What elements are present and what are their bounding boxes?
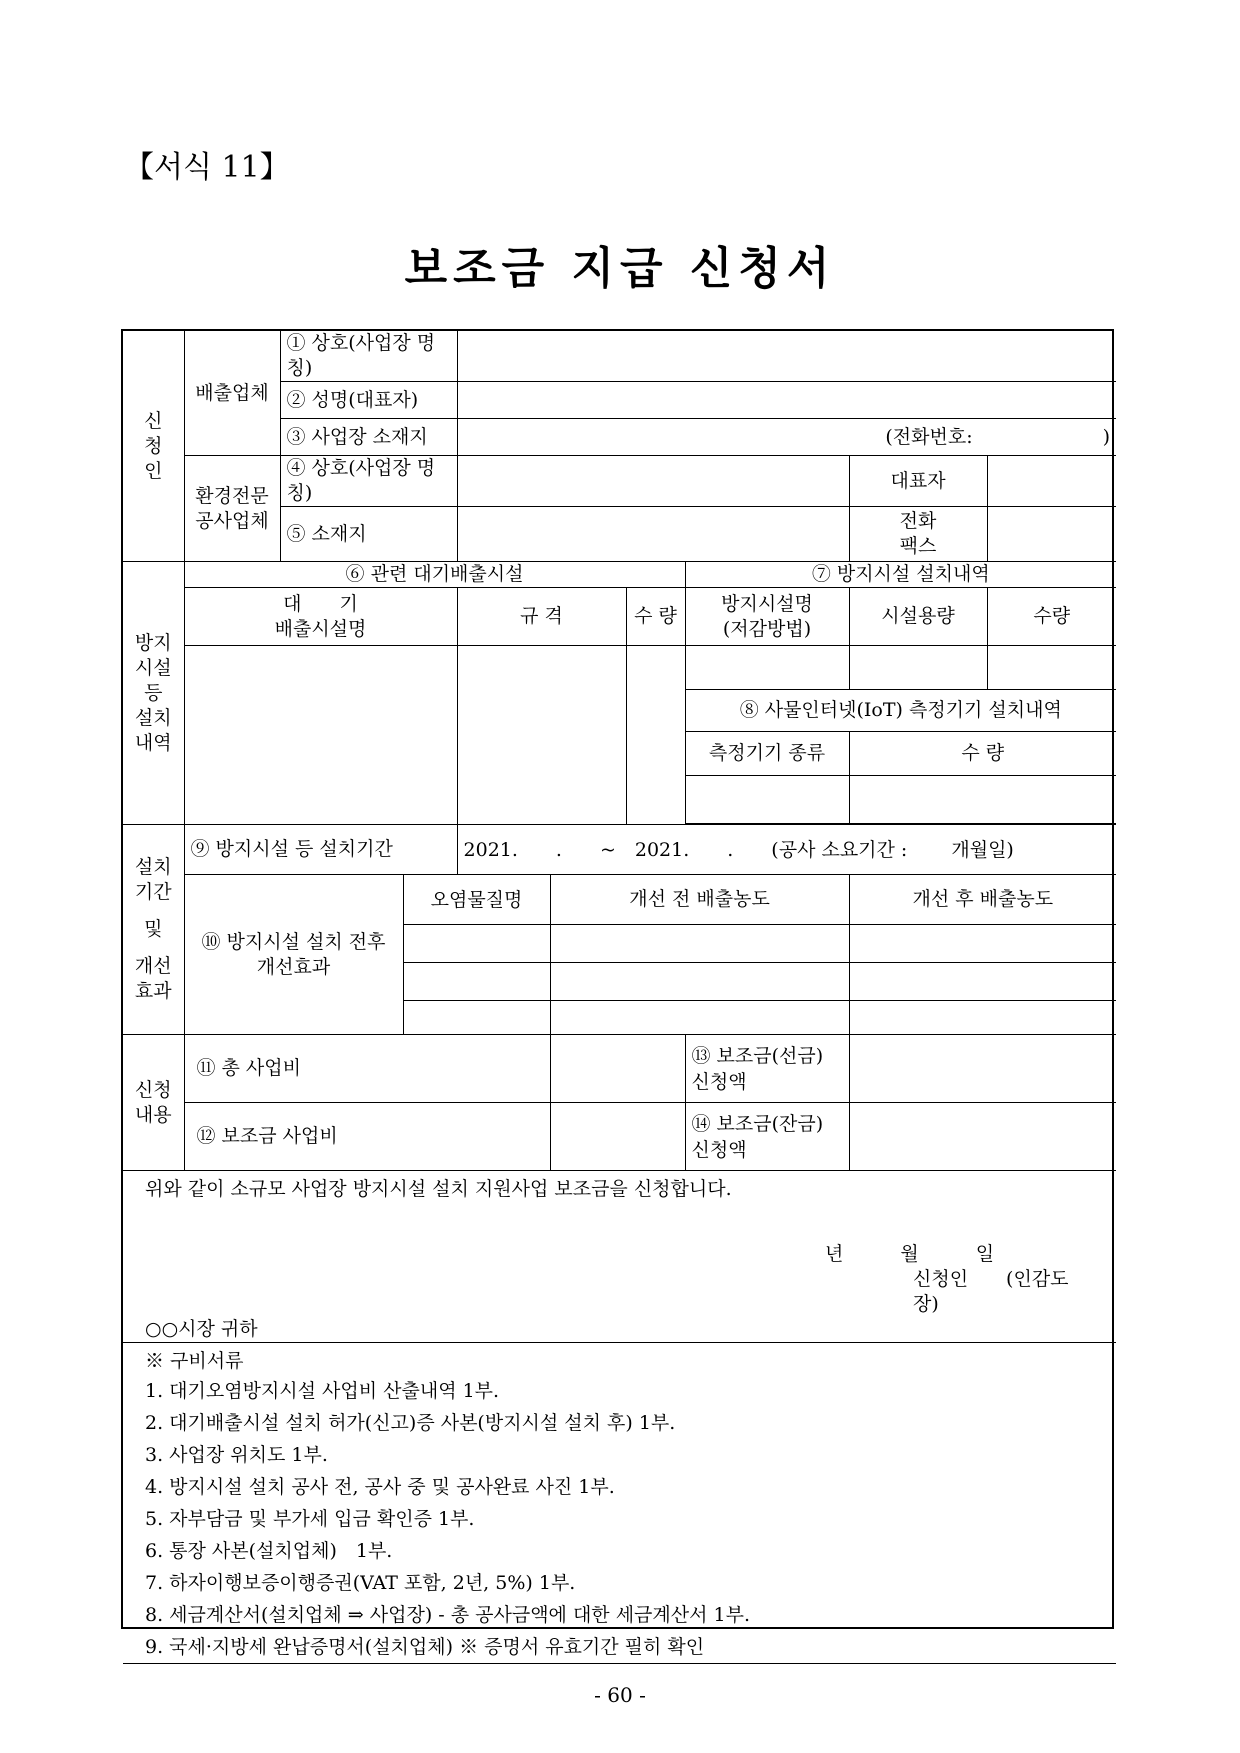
pollutant-field[interactable] (403, 1001, 550, 1035)
phone-fax-label: 전화 팩스 (849, 507, 987, 562)
before-concentration-field[interactable] (550, 1001, 849, 1035)
total-cost-field[interactable] (550, 1035, 685, 1103)
document-item: 8. 세금계산서(설치업체 ⇒ 사업장) - 총 공사금액에 대한 세금계산서 1부. (145, 1604, 750, 1626)
subsidy-cost-field[interactable] (550, 1103, 685, 1171)
document-item: 6. 통장 사본(설치업체) 1부. (145, 1540, 393, 1562)
request-section-label: 신청 내용 (123, 1035, 184, 1171)
prevention-installation-header: ⑦ 방지시설 설치내역 (685, 562, 1116, 588)
trade-name-label: ① 상호(사업장 명칭) (280, 331, 457, 382)
total-cost-label: ⑪ 총 사업비 (184, 1035, 550, 1103)
balance-request-field[interactable] (849, 1103, 1116, 1171)
site-address-field[interactable] (457, 419, 1116, 456)
prevention-facility-name-header: 방지시설명 (저감방법) (685, 588, 849, 646)
installation-period-label: ⑨ 방지시설 등 설치기간 (184, 825, 457, 875)
document-item: 4. 방지시설 설치 공사 전, 공사 중 및 공사완료 사진 1부. (145, 1476, 615, 1498)
advance-request-label: ⑬ 보조금(선금) 신청액 (685, 1035, 849, 1103)
document-item: 3. 사업장 위치도 1부. (145, 1444, 328, 1466)
iot-device-header: ⑧ 사물인터넷(IoT) 측정기기 설치내역 (685, 690, 1116, 732)
quantity-header: 수 량 (626, 588, 685, 646)
phone-close: ) (1102, 425, 1111, 448)
document-title: 보조금 지급 신청서 (404, 243, 836, 294)
document-item: 2. 대기배출시설 설치 허가(신고)증 사본(방지시설 설치 후) 1부. (145, 1412, 676, 1434)
document-item: 7. 하자이행보증이행증권(VAT 포함, 2년, 5%) 1부. (145, 1572, 576, 1594)
before-concentration-field[interactable] (550, 925, 849, 963)
device-type-header: 측정기기 종류 (685, 732, 849, 776)
prevention-quantity-field[interactable] (987, 646, 1116, 690)
phone-number-label: (전화번호: (885, 425, 973, 448)
document-item: 5. 자부담금 및 부가세 입금 확인증 1부. (145, 1508, 475, 1530)
representative-label: ② 성명(대표자) (280, 382, 457, 419)
facility-section-label: 방지 시설 등 설치 내역 (123, 562, 184, 825)
installation-period-field[interactable]: 2021. . ~ 2021. . (공사 소요기간 : 개월일) (457, 825, 1116, 875)
after-concentration-header: 개선 후 배출농도 (849, 875, 1116, 925)
form-number-label: 【서식 11】 (124, 150, 290, 185)
contractor-representative-field[interactable] (987, 456, 1116, 507)
declaration-block (123, 1171, 1116, 1343)
before-concentration-header: 개선 전 배출농도 (550, 875, 849, 925)
device-quantity-field[interactable] (849, 776, 1116, 824)
after-concentration-field[interactable] (849, 1001, 1116, 1035)
spec-header: 규 격 (457, 588, 626, 646)
representative-field[interactable] (457, 382, 1116, 419)
after-concentration-field[interactable] (849, 925, 1116, 963)
capacity-field[interactable] (849, 646, 987, 690)
contractor-phone-fax-field[interactable] (987, 507, 1116, 562)
document-item: 1. 대기오염방지시설 사업비 산출내역 1부. (145, 1380, 500, 1402)
capacity-header: 시설용량 (849, 588, 987, 646)
related-emission-facility-header: ⑥ 관련 대기배출시설 (184, 562, 685, 588)
page-number: - 60 - (594, 1683, 646, 1707)
after-concentration-field[interactable] (849, 963, 1116, 1001)
contractor-trade-name-label: ④ 상호(사업장 명칭) (280, 456, 457, 507)
subsidy-cost-label: ⑫ 보조금 사업비 (184, 1103, 550, 1171)
prevention-facility-name-field[interactable] (685, 646, 849, 690)
improvement-effect-label: ⑩ 방지시설 설치 전후 개선효과 (184, 875, 403, 1035)
date-line: 년 월 일 (825, 1243, 995, 1265)
device-quantity-header: 수 량 (849, 732, 1116, 776)
required-documents (123, 1343, 1116, 1664)
contractor-label: 환경전문 공사업체 (184, 456, 280, 562)
addressee: ○○시장 귀하 (145, 1318, 258, 1340)
site-address-label: ③ 사업장 소재지 (280, 419, 457, 456)
advance-request-field[interactable] (849, 1035, 1116, 1103)
required-documents-header: ※ 구비서류 (145, 1350, 244, 1372)
contractor-address-label: ⑤ 소재지 (280, 507, 457, 562)
declaration-statement: 위와 같이 소규모 사업장 방지시설 설치 지원사업 보조금을 신청합니다. (145, 1178, 732, 1200)
signature-line: 신청인 (인감도장) (913, 1268, 1069, 1315)
emitter-label: 배출업체 (184, 331, 280, 456)
applicant-section-label: 신 청 인 (123, 331, 184, 562)
emission-facility-name-field[interactable] (184, 646, 457, 825)
prevention-quantity-header: 수량 (987, 588, 1116, 646)
application-form (121, 329, 1114, 1658)
contractor-address-field[interactable] (457, 507, 849, 562)
balance-request-label: ⑭ 보조금(잔금) 신청액 (685, 1103, 849, 1171)
spec-field[interactable] (457, 646, 626, 825)
trade-name-field[interactable] (457, 331, 1116, 382)
pollutant-name-header: 오염물질명 (403, 875, 550, 925)
before-concentration-field[interactable] (550, 963, 849, 1001)
pollutant-field[interactable] (403, 925, 550, 963)
emission-facility-name-header: 대 기 배출시설명 (184, 588, 457, 646)
quantity-field[interactable] (626, 646, 685, 825)
period-effect-section-label: 설치 기간 및 개선 효과 (123, 825, 184, 1035)
contractor-trade-name-field[interactable] (457, 456, 849, 507)
contractor-representative-label: 대표자 (849, 456, 987, 507)
device-type-field[interactable] (685, 776, 849, 824)
pollutant-field[interactable] (403, 963, 550, 1001)
document-item: 9. 국세·지방세 완납증명서(설치업체) ※ 증명서 유효기간 필히 확인 (145, 1636, 705, 1658)
